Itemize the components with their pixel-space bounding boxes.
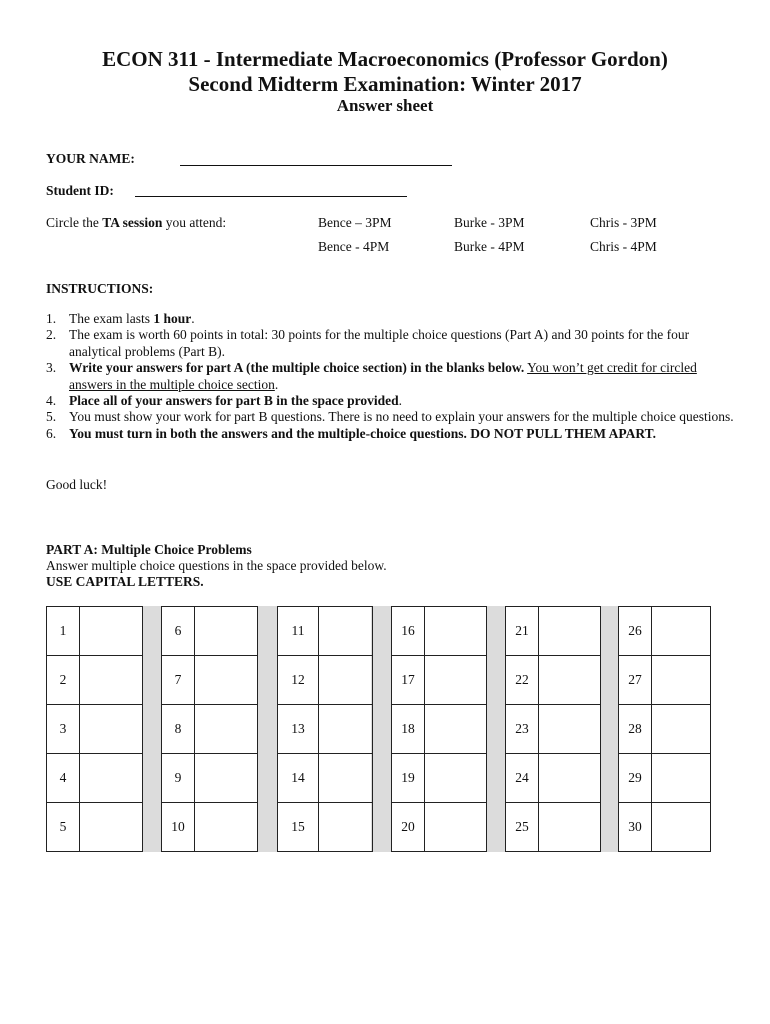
instruction-number: 2. <box>46 327 57 343</box>
table-row <box>506 656 601 705</box>
answer-box-27[interactable] <box>652 656 711 705</box>
answer-box-6[interactable] <box>195 607 258 656</box>
table-row <box>619 656 711 705</box>
question-number: 30 <box>619 803 652 852</box>
answer-box-25[interactable] <box>539 803 601 852</box>
instruction-number: 4. <box>46 393 57 409</box>
instruction-number: 6. <box>46 425 57 441</box>
instruction-5 <box>46 409 736 425</box>
table-row <box>278 705 373 754</box>
question-number: 6 <box>162 607 195 656</box>
instruction-emphasis: 1 hour <box>153 311 192 326</box>
answer-box-17[interactable] <box>425 656 487 705</box>
student-id-label: Student ID: <box>46 183 114 198</box>
instruction-underlined: You won’t get credit for circled answers in the multiple choice section <box>69 360 697 392</box>
instruction-emphasis: You must turn in both the answers and the multiple-choice questions. DO NOT PULL THEM APART. <box>69 425 656 441</box>
table-row <box>392 656 487 705</box>
instruction-text: . <box>274 376 279 392</box>
question-number: 2 <box>47 656 80 705</box>
ta-option-burke-4pm[interactable]: Burke - 4PM <box>454 239 525 254</box>
answer-box-7[interactable] <box>195 656 258 705</box>
table-row <box>506 607 601 656</box>
table-row <box>162 656 258 705</box>
instruction-3 <box>46 360 736 393</box>
answer-box-24[interactable] <box>539 754 601 803</box>
table-row <box>47 754 143 803</box>
ta-option-chris-4pm[interactable]: Chris - 4PM <box>590 239 657 254</box>
question-number: 21 <box>506 607 539 656</box>
answer-sheet-title: Answer sheet <box>336 96 434 115</box>
table-row <box>392 803 487 852</box>
answer-box-20[interactable] <box>425 803 487 852</box>
table-row <box>392 754 487 803</box>
table-row <box>47 607 143 656</box>
instruction-4 <box>46 393 736 409</box>
instruction-emphasis: Place all of your answers for part B in the space provided <box>69 393 399 409</box>
answer-box-18[interactable] <box>425 705 487 754</box>
question-number: 15 <box>278 803 319 852</box>
question-number: 25 <box>506 803 539 852</box>
table-row <box>162 803 258 852</box>
question-number: 8 <box>162 705 195 754</box>
answer-box-30[interactable] <box>652 803 711 852</box>
answer-box-21[interactable] <box>539 607 601 656</box>
question-number: 14 <box>278 754 319 803</box>
answer-column-1 <box>46 606 143 852</box>
instruction-text: . <box>398 393 402 409</box>
answer-box-28[interactable] <box>652 705 711 754</box>
answer-column-5 <box>505 606 601 852</box>
answer-box-19[interactable] <box>425 754 487 803</box>
answer-box-22[interactable] <box>539 656 601 705</box>
table-row <box>392 705 487 754</box>
question-number: 1 <box>47 607 80 656</box>
question-number: 22 <box>506 656 539 705</box>
ta-prompt-suffix: you attend: <box>162 215 227 230</box>
question-number: 12 <box>278 656 319 705</box>
answer-box-26[interactable] <box>652 607 711 656</box>
question-number: 26 <box>619 607 652 656</box>
question-number: 3 <box>47 705 80 754</box>
answer-box-12[interactable] <box>319 656 373 705</box>
answer-box-16[interactable] <box>425 607 487 656</box>
instruction-number: 3. <box>46 360 57 376</box>
table-row <box>619 754 711 803</box>
table-row <box>392 607 487 656</box>
table-row <box>162 754 258 803</box>
part-a-capitals-note: USE CAPITAL LETTERS. <box>46 574 204 589</box>
instruction-text: You must show your work for part B questions. There is no need to explain your answers for the multiple choice questions. <box>69 409 734 425</box>
table-row <box>47 656 143 705</box>
answer-box-13[interactable] <box>319 705 373 754</box>
table-row <box>47 803 143 852</box>
name-field[interactable] <box>180 165 452 166</box>
instructions-heading: INSTRUCTIONS: <box>46 281 154 296</box>
instruction-6 <box>46 426 736 442</box>
ta-prompt-prefix: Circle the <box>46 215 103 230</box>
good-luck-text: Good luck! <box>46 477 108 492</box>
table-row <box>278 656 373 705</box>
question-number: 27 <box>619 656 652 705</box>
part-a-instruction: Answer multiple choice questions in the space provided below. <box>46 558 387 573</box>
question-number: 17 <box>392 656 425 705</box>
ta-option-chris-3pm[interactable]: Chris - 3PM <box>590 215 657 230</box>
answer-box-29[interactable] <box>652 754 711 803</box>
answer-box-23[interactable] <box>539 705 601 754</box>
question-number: 24 <box>506 754 539 803</box>
exam-course-title: ECON 311 - Intermediate Macroeconomics (Professor Gordon) <box>102 47 668 71</box>
table-row <box>619 607 711 656</box>
answer-box-9[interactable] <box>195 754 258 803</box>
instruction-emphasis: Write your answers for part A (the multiple choice section) in the blanks below. <box>69 360 525 376</box>
instruction-text: . <box>191 311 195 326</box>
table-row <box>619 803 711 852</box>
column-separator <box>143 606 161 852</box>
question-number: 7 <box>162 656 195 705</box>
answer-box-2[interactable] <box>80 656 143 705</box>
question-number: 10 <box>162 803 195 852</box>
question-number: 11 <box>278 607 319 656</box>
answer-box-5[interactable] <box>80 803 143 852</box>
question-number: 13 <box>278 705 319 754</box>
table-row <box>162 705 258 754</box>
instructions-list <box>46 311 736 442</box>
instruction-text: The exam lasts <box>69 311 154 326</box>
exam-title: Second Midterm Examination: Winter 2017 <box>188 72 582 96</box>
answer-box-11[interactable] <box>319 607 373 656</box>
answer-box-8[interactable] <box>195 705 258 754</box>
part-a-heading: PART A: Multiple Choice Problems <box>46 542 252 557</box>
column-separator <box>257 606 277 852</box>
answer-column-4 <box>391 606 487 852</box>
table-row <box>47 705 143 754</box>
question-number: 19 <box>392 754 425 803</box>
question-number: 23 <box>506 705 539 754</box>
ta-session-prompt <box>46 215 226 231</box>
question-number: 9 <box>162 754 195 803</box>
question-number: 20 <box>392 803 425 852</box>
answer-column-3 <box>277 606 373 852</box>
column-separator <box>371 606 391 852</box>
answer-box-3[interactable] <box>80 705 143 754</box>
table-row <box>278 607 373 656</box>
answer-column-2 <box>161 606 258 852</box>
table-row <box>506 754 601 803</box>
instruction-1 <box>46 311 736 327</box>
table-row <box>506 705 601 754</box>
question-number: 4 <box>47 754 80 803</box>
column-separator <box>486 606 505 852</box>
instruction-2 <box>46 327 736 360</box>
answer-box-10[interactable] <box>195 803 258 852</box>
table-row <box>506 803 601 852</box>
instruction-number: 5. <box>46 409 57 425</box>
ta-prompt-bold: TA session <box>102 215 163 230</box>
answer-box-14[interactable] <box>319 754 373 803</box>
answer-column-6 <box>618 606 711 852</box>
answer-box-15[interactable] <box>319 803 373 852</box>
question-number: 18 <box>392 705 425 754</box>
table-row <box>162 607 258 656</box>
table-row <box>278 754 373 803</box>
answer-box-1[interactable] <box>80 607 143 656</box>
column-separator <box>600 606 618 852</box>
answer-box-4[interactable] <box>80 754 143 803</box>
question-number: 5 <box>47 803 80 852</box>
question-number: 28 <box>619 705 652 754</box>
question-number: 16 <box>392 607 425 656</box>
ta-option-bence-4pm[interactable]: Bence - 4PM <box>318 239 390 254</box>
table-row <box>619 705 711 754</box>
instruction-text: The exam is worth 60 points in total: 30 points for the multiple choice questions (Part A) and 30 points for the four analytical problems (Part B). <box>69 327 690 359</box>
ta-option-burke-3pm[interactable]: Burke - 3PM <box>454 215 525 230</box>
name-label: YOUR NAME: <box>46 151 135 166</box>
instruction-number: 1. <box>46 311 57 326</box>
ta-option-bence-3pm[interactable]: Bence – 3PM <box>318 215 392 230</box>
student-id-field[interactable] <box>135 196 407 197</box>
question-number: 29 <box>619 754 652 803</box>
table-row <box>278 803 373 852</box>
